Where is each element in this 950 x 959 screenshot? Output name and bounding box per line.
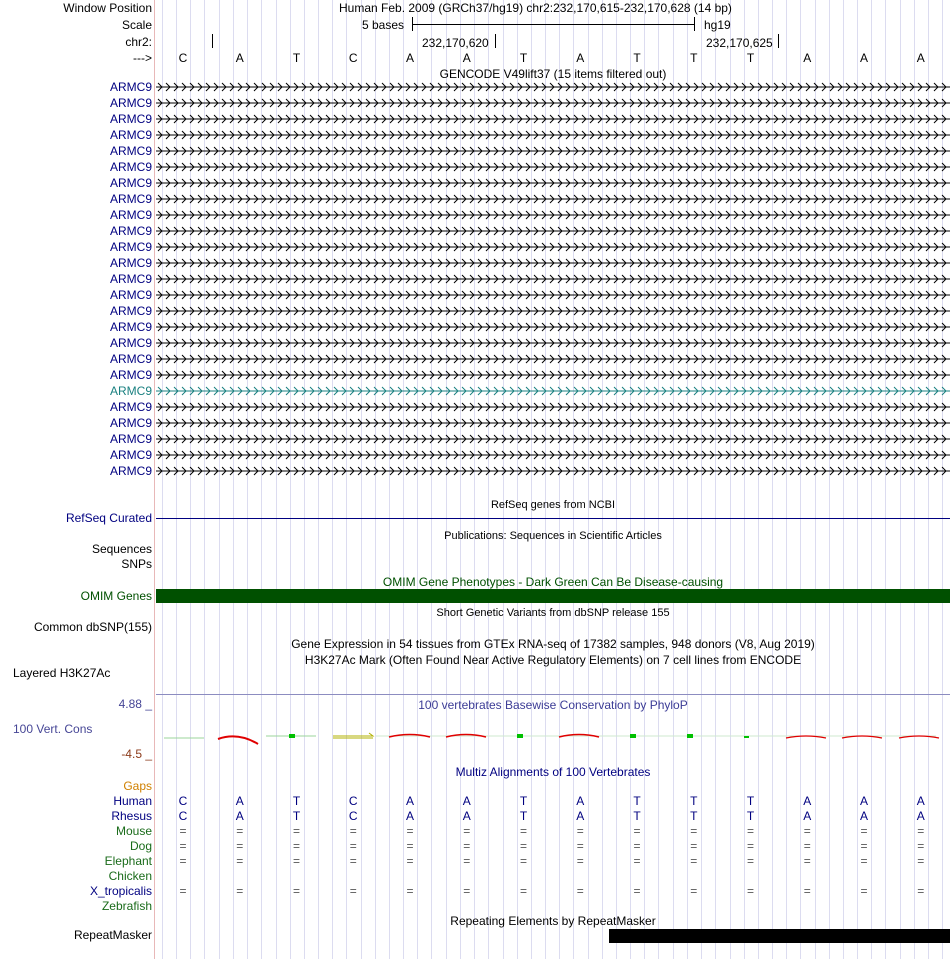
alignment-base: = <box>917 824 925 838</box>
alignment-base: = <box>803 854 811 868</box>
gene-label[interactable]: ARMC9 <box>109 336 152 350</box>
alignment-base: = <box>406 884 414 898</box>
alignment-base: = <box>236 839 244 853</box>
alignment-base: = <box>463 839 471 853</box>
alignment-base: A <box>916 809 925 823</box>
db-text: hg19 <box>704 18 731 32</box>
gene-transcript[interactable] <box>156 192 950 206</box>
alignment-base: A <box>576 809 585 823</box>
scale-label[interactable]: Scale <box>121 18 152 32</box>
alignment-base: C <box>348 809 358 823</box>
omim-label[interactable]: OMIM Genes <box>80 589 152 603</box>
gene-label[interactable]: ARMC9 <box>109 304 152 318</box>
alignment-base: = <box>803 884 811 898</box>
gene-label[interactable]: ARMC9 <box>109 384 152 398</box>
alignment-base: = <box>576 884 584 898</box>
h3k27ac-label[interactable]: Layered H3K27Ac <box>13 666 111 680</box>
dbsnp-label[interactable]: Common dbSNP(155) <box>33 620 152 634</box>
base-letter: A <box>462 51 471 65</box>
base-letter: T <box>633 51 641 65</box>
gene-label[interactable]: ARMC9 <box>109 128 152 142</box>
alignment-base: = <box>179 884 187 898</box>
alignment-base: = <box>292 839 301 853</box>
species-label[interactable]: Dog <box>129 839 152 853</box>
alignment-base: = <box>179 824 187 838</box>
base-letter: C <box>178 51 188 65</box>
gene-label[interactable]: ARMC9 <box>109 144 152 158</box>
cons-max-label: 4.88 _ <box>118 697 152 711</box>
alignment-base: = <box>803 824 811 838</box>
cons-top-line <box>156 694 950 695</box>
species-label[interactable]: X_tropicalis <box>89 884 152 898</box>
alignment-base: = <box>860 884 868 898</box>
alignment-base: = <box>463 824 471 838</box>
alignment-base: = <box>463 854 471 868</box>
alignment-base: A <box>235 794 244 808</box>
alignment-base: = <box>633 854 641 868</box>
gene-transcript[interactable] <box>156 176 950 190</box>
alignment-base: T <box>519 794 528 808</box>
track-labels-panel <box>0 0 154 959</box>
gene-label[interactable]: ARMC9 <box>109 240 152 254</box>
alignment-base: = <box>690 884 698 898</box>
gene-transcript[interactable] <box>156 368 950 382</box>
species-label[interactable]: Rhesus <box>111 809 152 823</box>
gene-transcript[interactable] <box>156 448 950 462</box>
gene-label[interactable]: ARMC9 <box>109 208 152 222</box>
gene-transcript[interactable] <box>156 256 950 270</box>
gene-transcript[interactable] <box>156 320 950 334</box>
species-label[interactable]: Elephant <box>104 854 152 868</box>
gene-label[interactable]: ARMC9 <box>109 464 152 478</box>
alignment-base: = <box>576 839 584 853</box>
alignment-base: = <box>292 854 301 868</box>
base-letter: T <box>519 51 528 65</box>
alignment-base: A <box>462 809 471 823</box>
gene-label[interactable]: ARMC9 <box>109 320 152 334</box>
alignment-base: = <box>292 824 301 838</box>
alignment-base: = <box>519 884 528 898</box>
repeatmasker-label[interactable]: RepeatMasker <box>73 928 152 942</box>
alignment-base: T <box>690 794 698 808</box>
alignment-base: = <box>803 839 811 853</box>
base-letter: A <box>576 51 585 65</box>
alignment-base: A <box>405 794 415 808</box>
alignment-base: = <box>746 824 755 838</box>
gene-label[interactable]: ARMC9 <box>109 448 152 462</box>
sequences-label[interactable]: Sequences <box>91 542 152 556</box>
species-label[interactable]: Chicken <box>108 869 152 883</box>
alignment-base: = <box>519 854 528 868</box>
gene-transcript[interactable] <box>156 112 950 126</box>
species-label[interactable]: Mouse <box>115 824 152 838</box>
base-letter: A <box>803 51 812 65</box>
alignment-base: = <box>746 854 755 868</box>
cons-min-label: -4.5 _ <box>121 747 152 761</box>
alignment-base: A <box>405 809 415 823</box>
gene-label[interactable]: ARMC9 <box>109 96 152 110</box>
gene-label[interactable]: ARMC9 <box>109 368 152 382</box>
chr-label[interactable]: chr2: <box>125 35 152 49</box>
alignment-base: T <box>292 794 301 808</box>
alignment-base: = <box>917 884 925 898</box>
base-letter: T <box>690 51 698 65</box>
cons-peak-negative <box>218 736 258 744</box>
alignment-base: = <box>406 854 414 868</box>
alignment-base: T <box>292 809 301 823</box>
gene-transcript[interactable] <box>156 384 950 398</box>
base-letter: A <box>916 51 925 65</box>
gene-transcript[interactable] <box>156 464 950 478</box>
ruler-pos-left: 232,170,620 <box>422 36 489 50</box>
cons-bar-positive <box>630 734 636 738</box>
alignment-base: A <box>576 794 585 808</box>
alignment-base: T <box>633 809 641 823</box>
alignment-base: = <box>519 839 528 853</box>
cons-bar-positive <box>289 734 295 738</box>
alignment-base: T <box>746 809 755 823</box>
gene-transcript[interactable] <box>156 336 950 350</box>
gene-transcript[interactable] <box>156 96 950 110</box>
gene-transcript[interactable] <box>156 224 950 238</box>
gene-label[interactable]: ARMC9 <box>109 176 152 190</box>
ruler-tick <box>212 34 213 48</box>
alignment-base: = <box>690 824 698 838</box>
base-letter: A <box>859 51 869 65</box>
omim-gene-bar[interactable] <box>156 589 950 603</box>
alignment-base: = <box>690 854 698 868</box>
alignment-base: = <box>406 824 414 838</box>
alignment-base: = <box>860 854 868 868</box>
alignment-base: C <box>348 794 358 808</box>
gene-transcript[interactable] <box>156 240 950 254</box>
alignment-base: A <box>803 809 812 823</box>
gene-label[interactable]: ARMC9 <box>109 272 152 286</box>
species-label[interactable]: Human <box>113 794 152 808</box>
cons-bar-positive <box>517 734 523 738</box>
multiz-title[interactable]: Multiz Alignments of 100 Vertebrates <box>455 765 651 779</box>
base-letter: A <box>405 51 415 65</box>
scale-text: 5 bases <box>362 18 405 32</box>
strand-label[interactable]: ---> <box>133 51 152 65</box>
gene-transcript[interactable] <box>156 432 950 446</box>
alignment-base: = <box>179 839 187 853</box>
alignment-base: = <box>406 839 414 853</box>
alignment-base: = <box>576 854 584 868</box>
refseq-label[interactable]: RefSeq Curated <box>65 511 152 525</box>
gene-label[interactable]: ARMC9 <box>109 160 152 174</box>
conservation-title[interactable]: 100 vertebrates Basewise Conservation by PhyloP <box>418 698 688 712</box>
species-label[interactable]: Zebrafish <box>101 899 152 913</box>
cons-bar-positive <box>687 734 693 738</box>
alignment-base: T <box>519 809 528 823</box>
alignment-base: = <box>917 839 925 853</box>
gene-transcript[interactable] <box>156 288 950 302</box>
gene-transcript[interactable] <box>156 128 950 142</box>
dbsnp-title[interactable]: Short Genetic Variants from dbSNP release 155 <box>436 607 670 619</box>
ruler-pos-right: 232,170,625 <box>706 36 773 50</box>
refseq-title[interactable]: RefSeq genes from NCBI <box>490 499 616 511</box>
gene-transcript[interactable] <box>156 400 950 414</box>
alignment-base: = <box>746 839 755 853</box>
scale-bar-left-tick <box>412 17 413 31</box>
base-letter: T <box>292 51 301 65</box>
alignment-base: T <box>633 794 641 808</box>
gene-transcript[interactable] <box>156 160 950 174</box>
gene-label[interactable]: ARMC9 <box>109 224 152 238</box>
alignment-base: = <box>236 824 244 838</box>
alignment-base: A <box>859 794 869 808</box>
alignment-base: = <box>349 824 357 838</box>
gene-label[interactable]: ARMC9 <box>109 416 152 430</box>
alignment-base: T <box>690 809 698 823</box>
gene-label[interactable]: ARMC9 <box>109 432 152 446</box>
gene-label[interactable]: ARMC9 <box>109 352 152 366</box>
alignment-base: = <box>860 824 868 838</box>
gene-label[interactable]: ARMC9 <box>109 112 152 126</box>
snps-label[interactable]: SNPs <box>121 557 152 571</box>
gene-transcript[interactable] <box>156 80 950 94</box>
alignment-base: T <box>746 794 755 808</box>
repeatmasker-element[interactable] <box>609 929 950 943</box>
browser-track-area[interactable] <box>156 0 950 959</box>
cons-bar-positive <box>744 736 749 738</box>
alignment-base: = <box>633 839 641 853</box>
alignment-base: C <box>178 809 188 823</box>
alignment-base: = <box>349 884 357 898</box>
gene-transcript[interactable] <box>156 416 950 430</box>
alignment-base: A <box>803 794 812 808</box>
alignment-base: = <box>463 884 471 898</box>
repeatmasker-title[interactable]: Repeating Elements by RepeatMasker <box>450 914 656 928</box>
alignment-base: A <box>462 794 471 808</box>
window-position-label[interactable]: Window Position <box>63 1 152 15</box>
alignment-base: = <box>236 884 244 898</box>
alignment-base: = <box>236 854 244 868</box>
gene-label[interactable]: ARMC9 <box>109 256 152 270</box>
refseq-gene-line[interactable] <box>156 518 950 519</box>
conservation-graph[interactable] <box>156 728 950 748</box>
alignment-base: = <box>690 839 698 853</box>
gene-label[interactable]: ARMC9 <box>109 288 152 302</box>
gene-label[interactable]: ARMC9 <box>109 80 152 94</box>
publications-title[interactable]: Publications: Sequences in Scientific Articles <box>444 530 662 542</box>
base-letter: A <box>235 51 244 65</box>
gene-transcript[interactable] <box>156 304 950 318</box>
cons-label[interactable]: 100 Vert. Cons <box>13 722 93 736</box>
gene-label[interactable]: ARMC9 <box>109 400 152 414</box>
gene-transcript[interactable] <box>156 144 950 158</box>
alignment-base: = <box>860 839 868 853</box>
alignment-base: = <box>917 854 925 868</box>
base-letter: C <box>348 51 358 65</box>
alignment-base: = <box>633 824 641 838</box>
alignment-base: = <box>633 884 641 898</box>
cons-mixed <box>333 733 373 738</box>
gene-transcript[interactable] <box>156 272 950 286</box>
alignment-base: A <box>916 794 925 808</box>
gene-transcript[interactable] <box>156 352 950 366</box>
assembly-position-text: Human Feb. 2009 (GRCh37/hg19) chr2:232,170,615-232,170,628 (14 bp) <box>339 1 732 15</box>
alignment-base: = <box>349 854 357 868</box>
scale-bar <box>412 24 695 25</box>
gene-label[interactable]: ARMC9 <box>109 192 152 206</box>
species-label[interactable]: Gaps <box>123 779 152 793</box>
scale-bar-right-tick <box>694 17 695 31</box>
base-letter: T <box>746 51 755 65</box>
gencode-title[interactable]: GENCODE V49lift37 (15 items filtered out) <box>439 67 667 81</box>
alignment-base: = <box>519 824 528 838</box>
alignment-base: A <box>859 809 869 823</box>
ruler-tick <box>495 34 496 48</box>
alignment-base: = <box>349 839 357 853</box>
h3k27ac-title[interactable]: H3K27Ac Mark (Often Found Near Active Regulatory Elements) on 7 cell lines from ENCODE <box>304 653 802 667</box>
panel-separator <box>154 0 155 959</box>
alignment-base: = <box>746 884 755 898</box>
alignment-base: = <box>576 824 584 838</box>
alignment-base: A <box>235 809 244 823</box>
ruler-tick <box>778 34 779 48</box>
gene-transcript[interactable] <box>156 208 950 222</box>
omim-title[interactable]: OMIM Gene Phenotypes - Dark Green Can Be Disease-causing <box>382 575 724 589</box>
alignment-base: = <box>179 854 187 868</box>
alignment-base: C <box>178 794 188 808</box>
gtex-title[interactable]: Gene Expression in 54 tissues from GTEx RNA-seq of 17382 samples, 948 donors (V8, Aug 2019) <box>291 637 815 651</box>
alignment-base: = <box>292 884 301 898</box>
